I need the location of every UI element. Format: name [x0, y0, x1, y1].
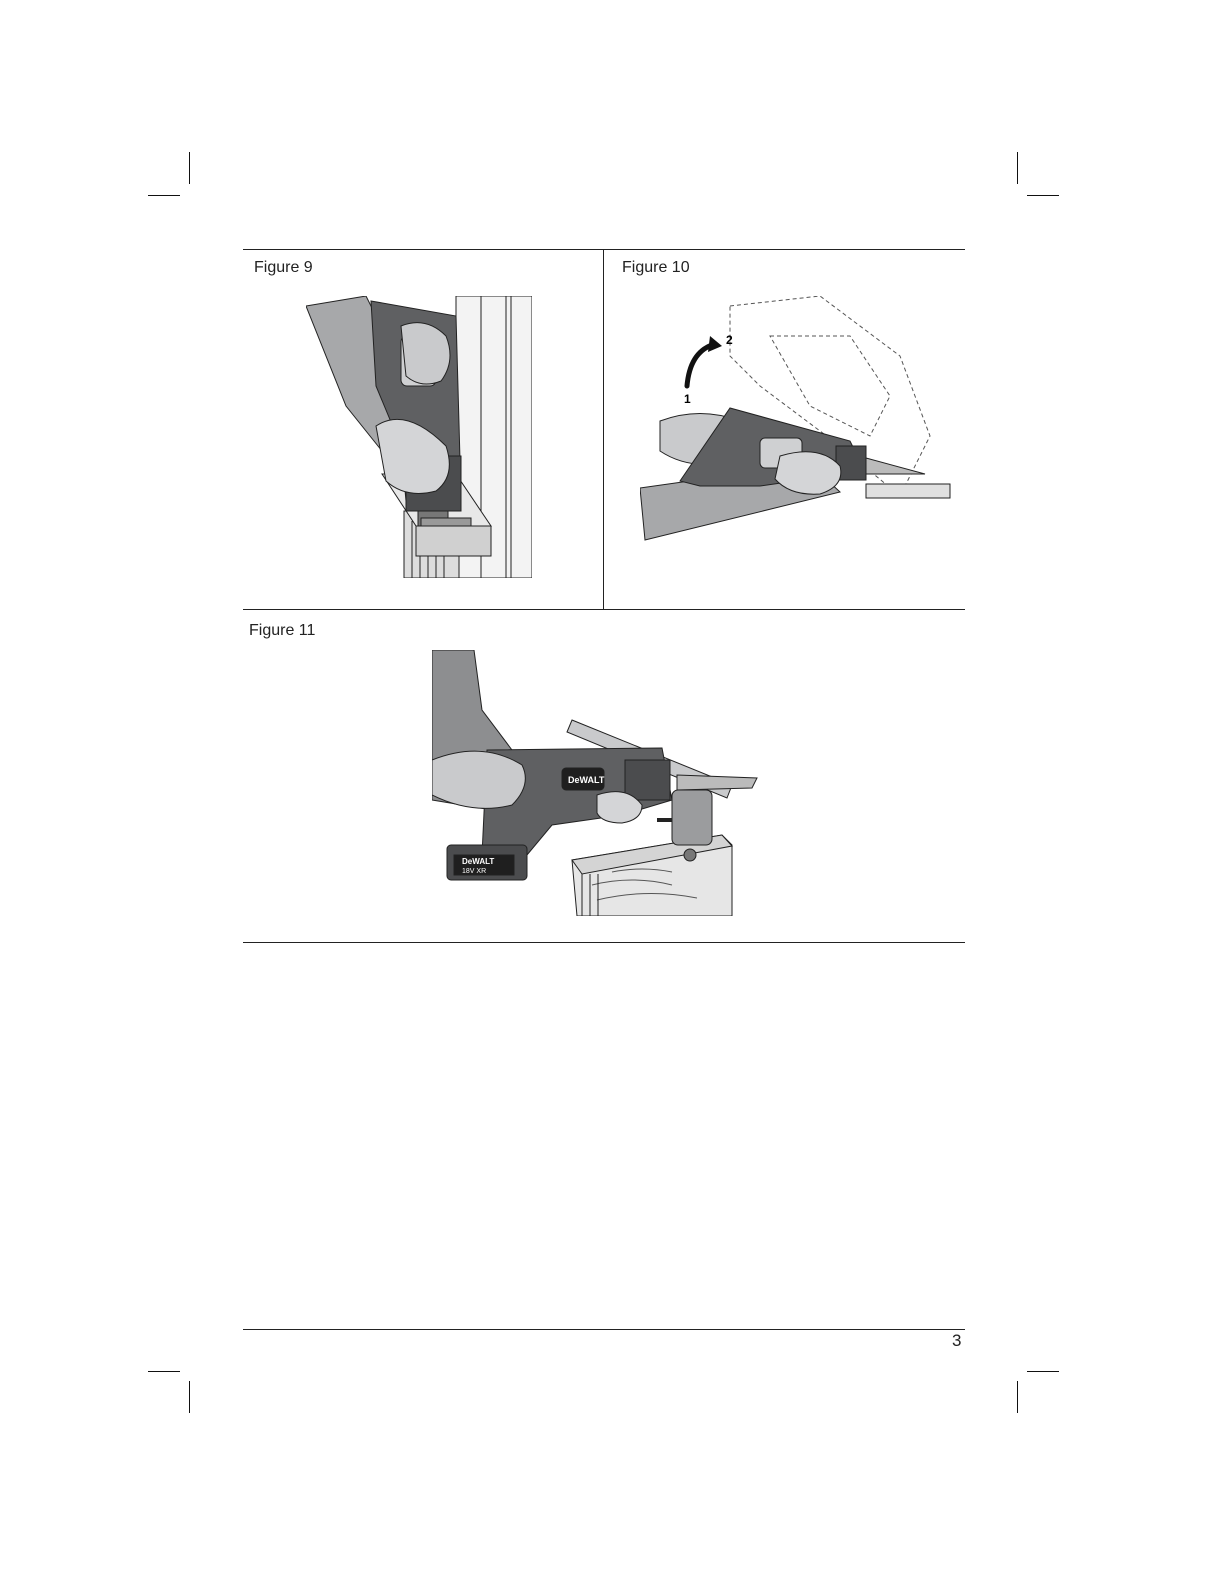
footer-rule — [243, 1329, 965, 1330]
crop-mark-icon — [1027, 195, 1059, 196]
battery-brand-logo: DeWALT — [462, 857, 495, 866]
figure-9-illustration — [306, 296, 532, 578]
crop-mark-icon — [148, 195, 180, 196]
crop-mark-icon — [1017, 1381, 1018, 1413]
page-number: 3 — [952, 1331, 962, 1350]
figure-grid-top-rule — [243, 249, 965, 250]
crop-mark-icon — [1027, 1371, 1059, 1372]
figure-grid-bottom-rule — [243, 942, 965, 943]
figure-11-illustration — [432, 650, 762, 916]
figure-10-illustration — [640, 296, 952, 542]
crop-mark-icon — [189, 1381, 190, 1413]
figure-grid-divider — [603, 249, 604, 609]
tool-brand-logo: DeWALT — [568, 775, 605, 785]
crop-mark-icon — [148, 1371, 180, 1372]
crop-mark-icon — [1017, 152, 1018, 184]
arrow-step-2-label: 2 — [726, 333, 733, 347]
battery-pack-icon — [447, 845, 527, 880]
battery-voltage-label: 18V XR — [462, 868, 487, 875]
crop-mark-icon — [189, 152, 190, 184]
figure-11-label: Figure 11 — [249, 622, 316, 639]
figure-grid-middle-rule — [243, 609, 965, 610]
figure-9-label: Figure 9 — [254, 259, 313, 276]
figure-10-label: Figure 10 — [622, 259, 690, 276]
arrow-step-1-label: 1 — [684, 392, 691, 406]
